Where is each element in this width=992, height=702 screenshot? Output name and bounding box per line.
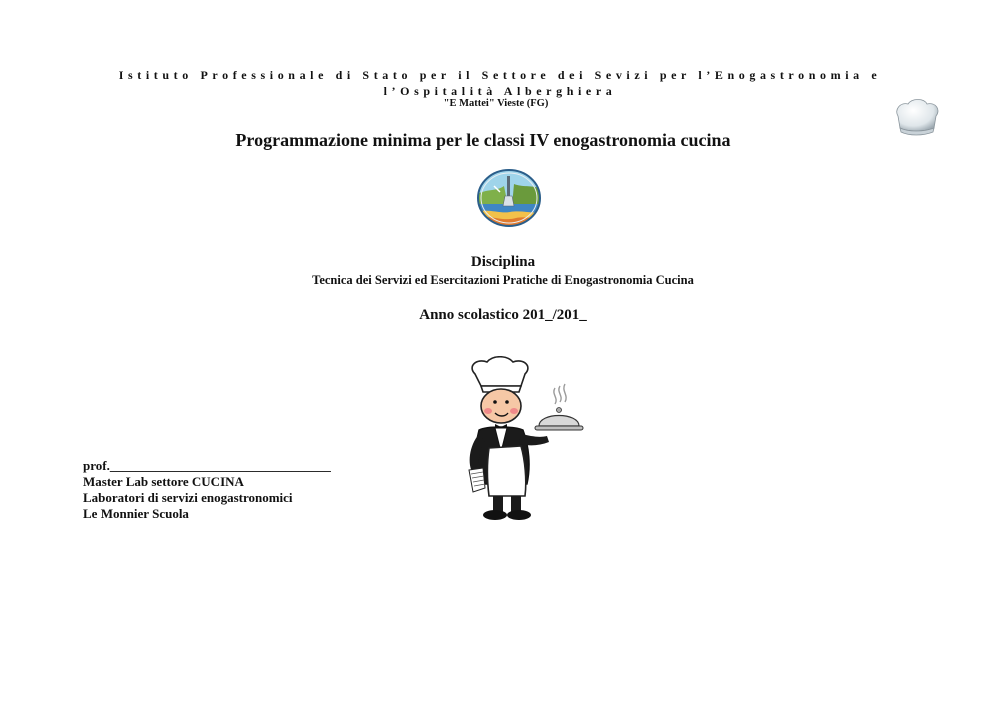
- institute-name-line-1: Istituto Professionale di Stato per il Settore dei Sevizi per l’Enogastronomia e: [118, 68, 882, 82]
- school-emblem: [474, 166, 544, 228]
- prof-line: prof.__________________________________: [83, 458, 331, 473]
- author-block: [83, 458, 331, 522]
- chef-illustration: [455, 356, 585, 524]
- school-year: Anno scolastico 201_/201_: [419, 307, 587, 323]
- footer-line-publisher: Le Monnier Scuola: [83, 506, 189, 521]
- discipline-name: Tecnica dei Servizi ed Esercitazioni Pratiche di Enogastronomia Cucina: [312, 273, 694, 287]
- document-title: Programmazione minima per le classi IV enogastronomia cucina: [235, 130, 731, 150]
- footer-line-laboratori: Laboratori di servizi enogastronomici: [83, 490, 293, 505]
- institute-name-line-2: l’Ospitalità Alberghiera: [383, 84, 617, 98]
- school-name: "E Mattei" Vieste (FG): [443, 98, 549, 109]
- footer-line-master-lab: Master Lab settore CUCINA: [83, 474, 244, 489]
- discipline-heading: Disciplina: [470, 254, 536, 270]
